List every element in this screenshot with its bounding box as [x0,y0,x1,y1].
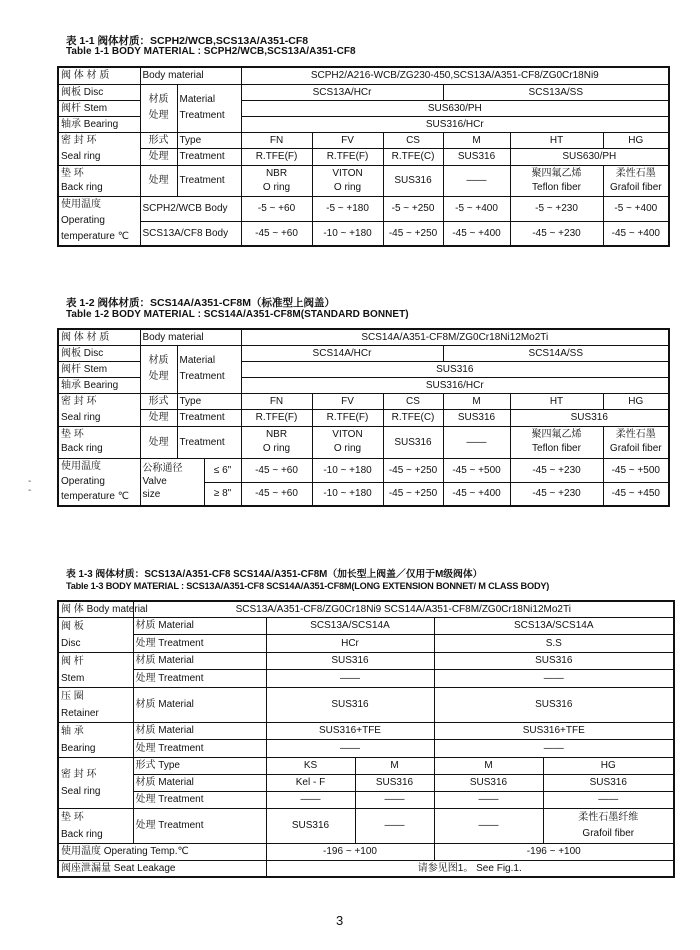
back-m-2: —— [434,808,543,843]
seal-material-m-2: SUS316 [434,774,543,791]
back-ring-label: 垫 环 Back ring [58,808,133,843]
back-ring-label: 垫 环 Back ring [58,165,140,196]
back-cs: SUS316 [383,165,443,196]
temp-1-hg: -5 ~ +400 [603,196,669,221]
temp-2-m: -45 ~ +400 [443,482,510,506]
back-fv: VITON O ring [312,165,383,196]
type-cs: CS [383,132,443,149]
back-cs: SUS316 [383,426,443,458]
table-1-2-caption-zh: 表 1-2 阀体材质：SCS14A/A351-CF8M（标准型上阀盖） [66,297,335,309]
margin-scan-mark-1: - [28,476,32,487]
temp-2-fv: -10 ~ +180 [312,221,383,246]
disc-material-label: 材质 Material [133,617,266,635]
back-ht: 聚四氟乙烯 Teflon fiber [510,426,603,458]
temp-1-cs: -45 ~ +250 [383,458,443,482]
disc-value-2: SCS13A/SS [443,84,669,100]
material-treatment-zh: 材质 处理 [140,84,177,132]
bearing-material-1: SUS316+TFE [266,722,434,740]
table-1-3-caption-en: Table 1-3 BODY MATERIAL : SCS13A/A351-CF8 SCS14A/A351-CF8M(LONG EXTENSION BONNET/ M CLASS BODY) [66,581,550,591]
treat-label-zh: 处理 [140,149,177,166]
seal-treatment-ks: —— [266,791,355,808]
disc-material-2: SCS13A/SCS14A [434,617,674,635]
temp-2-fv: -10 ~ +180 [312,482,383,506]
table-1-2-caption-en: Table 1-2 BODY MATERIAL : SCS14A/A351-CF8M(STANDARD BONNET) [66,309,409,320]
disc-treatment-2: S.S [434,635,674,653]
treat-label-en: Treatment [177,410,241,427]
stem-label: 阀杆 Stem [58,100,140,116]
body-material-value: SCS14A/A351-CF8M/ZG0Cr18Ni12Mo2Ti [241,329,669,345]
disc-material-1: SCS13A/SCS14A [266,617,434,635]
temp-1-ht: -45 ~ +230 [510,458,603,482]
body-label: 阀 体 Body material [58,601,133,617]
table-1-1-caption-en: Table 1-1 BODY MATERIAL : SCPH2/WCB,SCS13A/A351-CF8 [66,46,356,57]
seal-material-hg: SUS316 [543,774,674,791]
body-material-value: SCS13A/A351-CF8/ZG0Cr18Ni9 SCS14A/A351-CF8M/ZG0Cr18Ni12Mo2Ti [133,601,674,617]
temp-1-hg: -45 ~ +500 [603,458,669,482]
retainer-material-2: SUS316 [434,687,674,722]
body-material-label-zh: 阀 体 材 质 [58,329,140,345]
seal-treatment-m-2: —— [434,791,543,808]
seal-treat-ht-hg: SUS316 [510,410,669,427]
bearing-label: 轴 承 Bearing [58,722,133,757]
table-1-2 [57,328,670,507]
temp-1-fv: -10 ~ +180 [312,458,383,482]
temp-1-cs: -5 ~ +250 [383,196,443,221]
back-treat-zh: 处理 [140,165,177,196]
seat-leakage-label: 阀座泄漏量 Seat Leakage [58,860,266,877]
temp-body-1: SCPH2/WCB Body [140,196,241,221]
operating-temp-label: 使用温度 Operating Temp.℃ [58,843,266,860]
disc-value-2: SCS14A/SS [443,345,669,361]
seal-treat-m: SUS316 [443,149,510,166]
stem-material-label: 材质 Material [133,652,266,670]
bearing-material-label: 材质 Material [133,722,266,740]
seal-type-m-2: M [434,757,543,774]
type-label-zh: 形式 [140,393,177,410]
seal-type-ks: KS [266,757,355,774]
temp-1-fv: -5 ~ +180 [312,196,383,221]
seal-ring-label: 密 封 环 Seal ring [58,132,140,165]
treat-label-en: Treatment [177,149,241,166]
type-m: M [443,132,510,149]
material-treatment-en: Material Treatment [177,84,241,132]
margin-scan-mark-2: - [28,485,32,496]
body-material-label-zh: 阀 体 材 质 [58,67,140,84]
back-treat-en: Treatment [177,165,241,196]
retainer-material-label: 材质 Material [133,687,266,722]
seal-treat-fn: R.TFE(F) [241,410,312,427]
type-ht: HT [510,132,603,149]
temp-label: 使用温度 Operating temperature ℃ [58,458,140,506]
back-m: —— [443,426,510,458]
type-fn: FN [241,393,312,410]
retainer-material-1: SUS316 [266,687,434,722]
stem-material-1: SUS316 [266,652,434,670]
temp-2-fn: -45 ~ +60 [241,482,312,506]
stem-label: 阀 杆 Stem [58,652,133,687]
disc-treatment-label: 处理 Treatment [133,635,266,653]
seal-type-hg: HG [543,757,674,774]
operating-temp-1: -196 ~ +100 [266,843,434,860]
stem-value: SUS630/PH [241,100,669,116]
back-ks: SUS316 [266,808,355,843]
temp-1-fn: -45 ~ +60 [241,458,312,482]
seal-treat-fv: R.TFE(F) [312,410,383,427]
retainer-label: 压 圈 Retainer [58,687,133,722]
temp-1-fn: -5 ~ +60 [241,196,312,221]
seal-material-m-1: SUS316 [355,774,434,791]
bearing-value: SUS316/HCr [241,116,669,132]
temp-2-ht: -45 ~ +230 [510,221,603,246]
type-fn: FN [241,132,312,149]
type-hg: HG [603,132,669,149]
table-1-1-caption-zh: 表 1-1 阀体材质：SCPH2/WCB,SCS13A/A351-CF8 [66,35,309,47]
seal-treat-cs: R.TFE(C) [383,149,443,166]
material-treatment-zh: 材质 处理 [140,345,177,393]
body-material-value: SCPH2/A216-WCB/ZG230-450,SCS13A/A351-CF8/ZG0Cr18Ni9 [241,67,669,84]
material-treatment-en: Material Treatment [177,345,241,393]
body-material-label-en: Body material [140,329,241,345]
seal-type-m-1: M [355,757,434,774]
temp-label: 使用温度 Operating temperature ℃ [58,196,140,246]
operating-temp-2: -196 ~ +100 [434,843,674,860]
disc-label: 阀板 Disc [58,345,140,361]
temp-1-m: -5 ~ +400 [443,196,510,221]
seal-ring-label: 密 封 环 Seal ring [58,757,133,808]
back-hg: 柔性石墨 Grafoil fiber [603,426,669,458]
back-treatment-label: 处理 Treatment [133,808,266,843]
type-m: M [443,393,510,410]
disc-treatment-1: HCr [266,635,434,653]
stem-label: 阀杆 Stem [58,361,140,377]
seal-treat-fv: R.TFE(F) [312,149,383,166]
type-label-zh: 形式 [140,132,177,149]
valve-size-label: 公称通径 Valve size [140,458,204,506]
bearing-label: 轴承 Bearing [58,116,140,132]
seal-treat-fn: R.TFE(F) [241,149,312,166]
treat-label-zh: 处理 [140,410,177,427]
seal-treat-cs: R.TFE(C) [383,410,443,427]
bearing-treatment-2: —— [434,740,674,758]
bearing-label: 轴承 Bearing [58,377,140,393]
temp-2-fn: -45 ~ +60 [241,221,312,246]
back-m-1: —— [355,808,434,843]
back-hg: 柔性石墨纤维 Grafoil fiber [543,808,674,843]
seat-leakage-value: 请参见图1。 See Fig.1. [266,860,674,877]
size-ge-8: ≥ 8" [204,482,241,506]
seal-material-label: 材质 Material [133,774,266,791]
table-1-3 [57,600,675,878]
stem-treatment-2: —— [434,670,674,688]
disc-label: 阀 板 Disc [58,617,133,652]
seal-material-ks: Kel - F [266,774,355,791]
table-1-3-caption-zh: 表 1-3 阀体材质：SCS13A/A351-CF8 SCS14A/A351-CF8M（加长型上阀盖／仅用于M级阀体） [66,569,483,580]
back-ht: 聚四氟乙烯 Teflon fiber [510,165,603,196]
seal-treat-m: SUS316 [443,410,510,427]
temp-2-cs: -45 ~ +250 [383,482,443,506]
temp-2-m: -45 ~ +400 [443,221,510,246]
bearing-value: SUS316/HCr [241,377,669,393]
temp-2-hg: -45 ~ +400 [603,221,669,246]
type-hg: HG [603,393,669,410]
type-cs: CS [383,393,443,410]
type-ht: HT [510,393,603,410]
temp-1-m: -45 ~ +500 [443,458,510,482]
disc-label: 阀板 Disc [58,84,140,100]
back-treat-zh: 处理 [140,426,177,458]
stem-treatment-label: 处理 Treatment [133,670,266,688]
table-1-1 [57,66,670,247]
bearing-treatment-label: 处理 Treatment [133,740,266,758]
temp-1-ht: -5 ~ +230 [510,196,603,221]
bearing-treatment-1: —— [266,740,434,758]
page-number: 3 [336,913,344,928]
seal-treat-ht-hg: SUS630/PH [510,149,669,166]
back-fv: VITON O ring [312,426,383,458]
stem-material-2: SUS316 [434,652,674,670]
back-fn: NBR O ring [241,165,312,196]
temp-2-ht: -45 ~ +230 [510,482,603,506]
back-treat-en: Treatment [177,426,241,458]
temp-body-2: SCS13A/CF8 Body [140,221,241,246]
bearing-material-2: SUS316+TFE [434,722,674,740]
type-label-en: Type [177,393,241,410]
size-le-6: ≤ 6" [204,458,241,482]
seal-ring-label: 密 封 环 Seal ring [58,393,140,426]
type-fv: FV [312,393,383,410]
temp-2-hg: -45 ~ +450 [603,482,669,506]
stem-value: SUS316 [241,361,669,377]
type-label-en: Type [177,132,241,149]
disc-value-1: SCS14A/HCr [241,345,443,361]
stem-treatment-1: —— [266,670,434,688]
seal-treatment-hg: —— [543,791,674,808]
type-fv: FV [312,132,383,149]
back-hg: 柔性石墨 Grafoil fiber [603,165,669,196]
temp-2-cs: -45 ~ +250 [383,221,443,246]
back-fn: NBR O ring [241,426,312,458]
disc-value-1: SCS13A/HCr [241,84,443,100]
body-material-label-en: Body material [140,67,241,84]
back-m: —— [443,165,510,196]
seal-treatment-m-1: —— [355,791,434,808]
seal-treatment-label: 处理 Treatment [133,791,266,808]
back-ring-label: 垫 环 Back ring [58,426,140,458]
seal-type-label: 形式 Type [133,757,266,774]
